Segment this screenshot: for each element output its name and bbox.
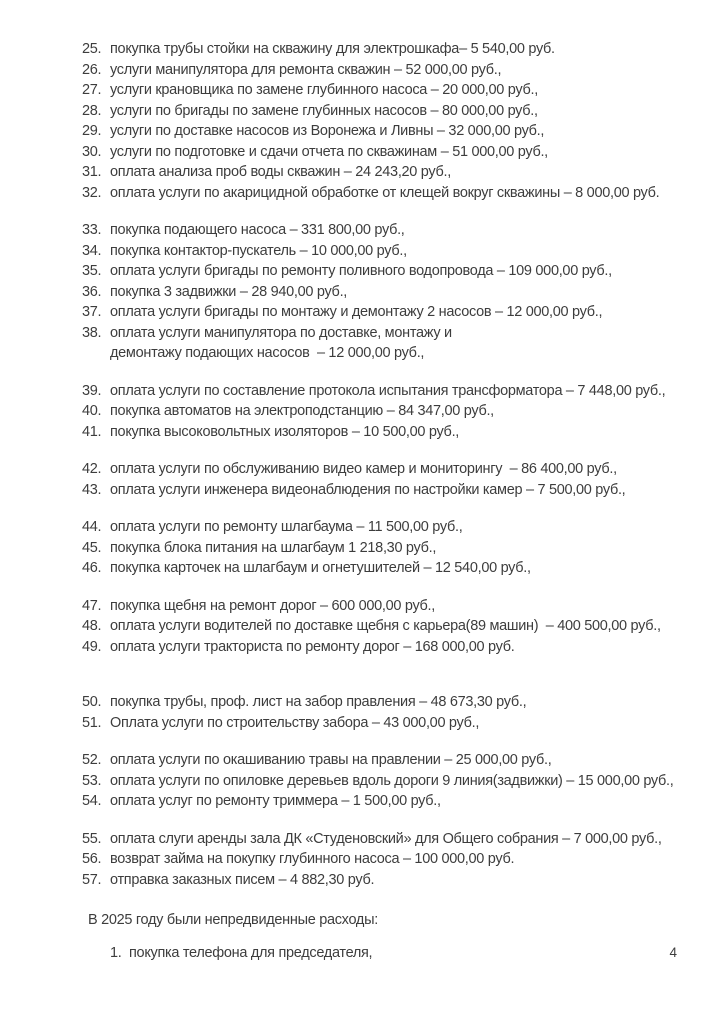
item-number: 55. [82, 830, 102, 847]
list-item [82, 261, 700, 282]
list-item [82, 596, 700, 617]
item-number: 26. [82, 61, 102, 78]
item-number: 50. [82, 694, 102, 710]
item-text [110, 538, 700, 559]
item-number: 28. [82, 102, 102, 119]
item-number: 39. [82, 382, 102, 399]
item-text-line: оплата услуги инженера видеонаблюдения по настройки камер – 7 500,00 руб., [110, 481, 626, 498]
list-item [82, 713, 700, 734]
item-number: 51. [82, 714, 102, 731]
item-text [110, 422, 700, 443]
item-number: 41. [82, 423, 102, 440]
list-item [82, 220, 700, 241]
item-number: 49. [82, 638, 102, 655]
item-number: 35. [82, 263, 102, 279]
expense-group [82, 692, 700, 733]
list-item [82, 80, 700, 101]
item-text [110, 558, 700, 579]
list-item [82, 517, 700, 538]
item-text [110, 121, 700, 142]
item-text [110, 183, 700, 204]
list-item [82, 142, 700, 163]
item-number: 38. [82, 324, 102, 341]
item-text [129, 943, 700, 964]
item-number: 48. [82, 618, 102, 634]
item-text-line: оплата услуг по ремонту триммера – 1 500,00 руб., [110, 793, 441, 809]
item-text-line: покупка контактор-пускатель – 10 000,00 руб., [110, 242, 407, 259]
item-text-line: покупка высоковольтных изоляторов – 10 500,00 руб., [110, 423, 460, 440]
list-item [110, 943, 700, 964]
list-item [82, 39, 700, 60]
item-number: 29. [82, 123, 102, 139]
page-number: 4 [669, 945, 677, 960]
list-item [82, 829, 700, 850]
item-text [110, 480, 700, 501]
item-number: 56. [82, 851, 102, 867]
item-text-line: оплата услуги по ремонту шлагбаума – 11 500,00 руб., [110, 519, 463, 535]
item-text [110, 791, 700, 812]
item-number: 1. [110, 944, 122, 961]
item-text [110, 750, 700, 771]
item-number: 43. [82, 481, 102, 498]
item-text-line: оплата услуги по акарицидной обработке от клещей вокруг скважины – 8 000,00 руб. [110, 184, 660, 201]
item-text [110, 829, 700, 850]
item-text [110, 596, 700, 617]
list-item [82, 60, 700, 81]
item-number: 40. [82, 403, 102, 419]
list-item [82, 459, 700, 480]
item-number: 52. [82, 752, 102, 768]
item-text-line: возврат займа на покупку глубинного насоса – 100 000,00 руб. [110, 851, 515, 867]
list-item [82, 183, 700, 204]
expense-group [82, 39, 700, 203]
expense-group [82, 517, 700, 579]
list-item [82, 538, 700, 559]
item-text-line: услуги манипулятора для ремонта скважин – 52 000,00 руб., [110, 61, 502, 78]
item-text [110, 401, 700, 422]
item-text [110, 637, 700, 658]
unforeseen-expenses-heading: В 2025 году были непредвиденные расходы: [88, 912, 378, 928]
expense-group [82, 381, 700, 443]
list-item [82, 791, 700, 812]
item-text-line: покупка подающего насоса – 331 800,00 руб., [110, 222, 405, 238]
item-text-line: оплата услуги по обслуживанию видео камер и мониторингу – 86 400,00 руб., [110, 461, 617, 477]
item-number: 31. [82, 164, 102, 180]
item-number: 30. [82, 143, 102, 160]
list-item [82, 101, 700, 122]
expense-group [82, 459, 700, 500]
item-number: 45. [82, 539, 102, 556]
item-text-line: покупка карточек на шлагбаум и огнетушителей – 12 540,00 руб., [110, 560, 531, 576]
list-item [82, 302, 700, 323]
item-number: 54. [82, 793, 102, 809]
item-text [110, 771, 700, 792]
expense-group [82, 750, 700, 812]
item-text-line: оплата услуги водителей по доставке щебня с карьера(89 машин) – 400 500,00 руб., [110, 618, 661, 634]
item-text [110, 870, 700, 891]
list-item [82, 381, 700, 402]
item-text-line: Оплата услуги по строительству забора – 43 000,00 руб., [110, 714, 480, 731]
list-item [82, 323, 700, 364]
list-item [82, 750, 700, 771]
item-text [110, 162, 700, 183]
item-text [110, 517, 700, 538]
list-item [82, 692, 700, 713]
item-number: 57. [82, 871, 102, 888]
item-text-line: оплата услуги по окашиванию травы на правлении – 25 000,00 руб., [110, 752, 552, 768]
item-text-line: покупка щебня на ремонт дорог – 600 000,00 руб., [110, 597, 436, 614]
expense-list [82, 39, 700, 890]
item-text-line: оплата слуги аренды зала ДК «Студеновский» для Общего собрания – 7 000,00 руб., [110, 830, 662, 847]
item-text [110, 261, 700, 282]
list-item [82, 637, 700, 658]
item-text-line: услуги по бригады по замене глубинных насосов – 80 000,00 руб., [110, 102, 538, 119]
item-text-line: оплата услуги по составление протокола испытания трансформатора – 7 448,00 руб., [110, 382, 666, 399]
item-number: 36. [82, 283, 102, 300]
list-item [82, 401, 700, 422]
list-item [82, 616, 700, 637]
list-item [82, 162, 700, 183]
item-number: 53. [82, 772, 102, 789]
item-text-line: демонтажу подающих насосов – 12 000,00 руб., [110, 345, 425, 361]
item-text-line: покупка трубы стойки на скважину для электрошкафа– 5 540,00 руб. [110, 41, 555, 57]
item-text-line: услуги крановщика по замене глубинного насоса – 20 000,00 руб., [110, 82, 538, 98]
item-text [110, 713, 700, 734]
item-text-line: оплата услуги бригады по монтажу и демонтажу 2 насосов – 12 000,00 руб., [110, 304, 603, 320]
item-text [110, 101, 700, 122]
item-text-line: услуги по доставке насосов из Воронежа и Ливны – 32 000,00 руб., [110, 123, 545, 139]
list-item [82, 282, 700, 303]
item-text [110, 39, 700, 60]
item-number: 37. [82, 304, 102, 320]
item-number: 25. [82, 41, 102, 57]
item-number: 47. [82, 597, 102, 614]
item-text-line: покупка 3 задвижки – 28 940,00 руб., [110, 283, 348, 300]
item-text [110, 60, 700, 81]
item-text-line: оплата услуги по опиловке деревьев вдоль дороги 9 линия(задвижки) – 15 000,00 руб., [110, 772, 674, 789]
list-item [82, 121, 700, 142]
list-item [82, 241, 700, 262]
item-text [110, 616, 700, 637]
item-text [110, 459, 700, 480]
item-text [110, 241, 700, 262]
item-text-line: покупка автоматов на электроподстанцию – 84 347,00 руб., [110, 403, 494, 419]
item-text-line: покупка блока питания на шлагбаум 1 218,30 руб., [110, 539, 437, 556]
item-text-line: оплата услуги тракториста по ремонту дорог – 168 000,00 руб. [110, 638, 515, 655]
item-number: 27. [82, 82, 102, 98]
item-text [110, 80, 700, 101]
item-text [110, 692, 700, 713]
item-text-line: оплата анализа проб воды скважин – 24 243,20 руб., [110, 164, 451, 180]
item-text [110, 220, 700, 241]
expense-group [82, 596, 700, 658]
item-text [110, 849, 700, 870]
item-text [110, 323, 700, 364]
item-number: 42. [82, 461, 102, 477]
list-item [82, 422, 700, 443]
expense-group [82, 220, 700, 364]
item-text-line: оплата услуги бригады по ремонту поливного водопровода – 109 000,00 руб., [110, 263, 612, 279]
item-text-line: оплата услуги манипулятора по доставке, монтажу и [110, 324, 452, 341]
item-text [110, 142, 700, 163]
item-number: 46. [82, 560, 102, 576]
item-text [110, 302, 700, 323]
list-item [82, 480, 700, 501]
item-number: 44. [82, 519, 102, 535]
list-item [82, 558, 700, 579]
item-text-line: отправка заказных писем – 4 882,30 руб. [110, 871, 375, 888]
item-text-line: покупка телефона для председателя, [129, 944, 373, 961]
item-text-line: покупка трубы, проф. лист на забор правления – 48 673,30 руб., [110, 694, 527, 710]
item-text-line: услуги по подготовке и сдачи отчета по скважинам – 51 000,00 руб., [110, 143, 548, 160]
list-item [82, 849, 700, 870]
item-text [110, 381, 700, 402]
item-number: 33. [82, 222, 102, 238]
unforeseen-expenses-list [110, 943, 700, 964]
list-item [82, 771, 700, 792]
list-item [82, 870, 700, 891]
expense-group [82, 829, 700, 891]
item-text [110, 282, 700, 303]
item-number: 32. [82, 184, 102, 201]
item-number: 34. [82, 242, 102, 259]
